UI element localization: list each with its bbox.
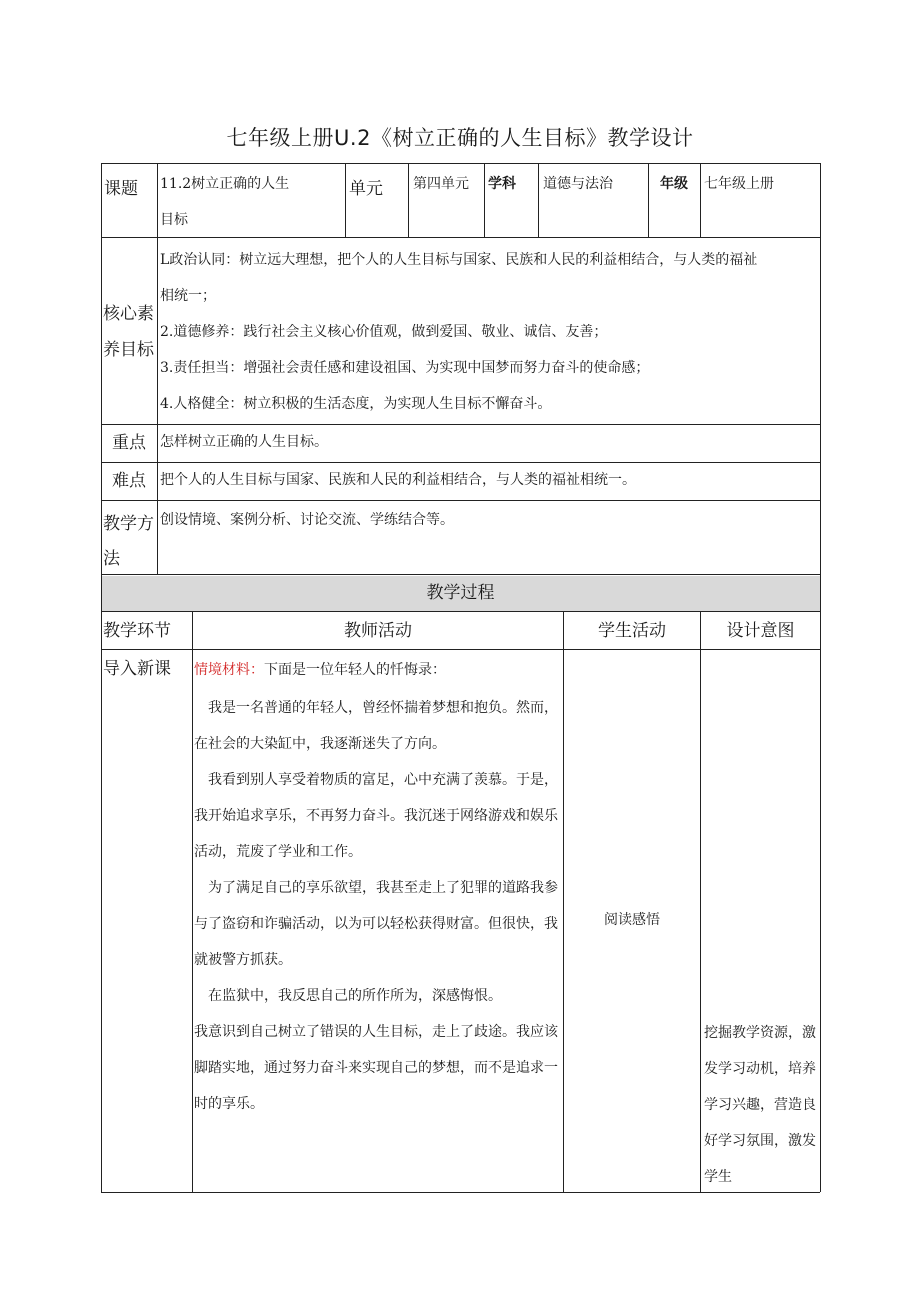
col-stage-header: 教学环节 [103,621,171,641]
page-title: 七年级上册U.2《树立正确的人生目标》教学设计 [226,126,694,150]
story-paragraph-5: 我意识到自己树立了错误的人生目标，走上了歧途。我应该脚踏实地，通过努力奋斗来实现自己的梦想，而不是追求一时的享乐。 [194,1024,558,1112]
design-intent: 挖掘教学资源，激发学习动机，培养学习兴趣，营造良好学习氛围，激发学生 [704,1025,816,1185]
story-paragraph-1: 我是一名普通的年轻人，曾经怀揣着梦想和抱负。然而，在社会的大染缸中，我逐渐迷失了方向。 [194,700,558,752]
material-intro: 下面是一位年轻人的忏悔录： [264,662,446,678]
grade-value: 七年级上册 [704,176,774,192]
method-label-line2: 法 [103,549,120,569]
intro-stage: 导入新课 [103,659,171,679]
subject-value: 道德与法治 [543,176,613,192]
goal-item-1-line1: L政治认同：树立远大理想，把个人的人生目标与国家、民族和人民的利益相结合，与人类的福祉 [160,252,758,268]
grade-label: 年级 [660,176,688,192]
difficulty-text: 把个人的人生目标与国家、民族和人民的利益相结合，与人类的福祉相统一。 [160,472,636,488]
goal-item-4: 4.人格健全：树立积极的生活态度，为实现人生目标不懈奋斗。 [160,396,552,412]
unit-value: 第四单元 [413,176,469,192]
col-student-header: 学生活动 [598,621,666,641]
col-teacher-header: 教师活动 [344,621,412,641]
topic-line2: 目标 [160,212,188,228]
unit-label: 单元 [349,179,383,199]
col-intent-header: 设计意图 [726,621,795,641]
goal-item-1-line2: 相统一； [160,288,216,304]
goal-item-3: 3.责任担当：增强社会责任感和建设祖国、为实现中国梦而努力奋斗的使命感； [160,360,650,376]
topic-label: 课题 [104,179,138,199]
goals-label-line2: 养目标 [103,340,154,360]
goals-label-line1: 核心素 [103,304,154,324]
story-paragraph-2: 我看到别人享受着物质的富足，心中充满了羡慕。于是，我开始追求享乐，不再努力奋斗。我沉迷于网络游戏和娱乐活动，荒废了学业和工作。 [194,772,558,860]
material-line [194,652,446,688]
method-text: 创设情境、案例分析、讨论交流、学练结合等。 [160,512,454,528]
student-activity: 阅读感悟 [604,912,660,928]
key-point-label: 重点 [112,433,146,453]
topic-line1: 11.2树立正确的人生 [160,176,290,192]
difficulty-label: 难点 [112,471,146,491]
key-point-text: 怎样树立正确的人生目标。 [160,434,328,450]
story-paragraph-4: 在监狱中，我反思自己的所作所为，深感悔恨。 [208,988,502,1004]
subject-label: 学科 [488,176,516,192]
goal-item-2: 2.道德修养：践行社会主义核心价值观，做到爱国、敬业、诚信、友善； [160,324,608,340]
story-paragraph-3: 为了满足自己的享乐欲望，我甚至走上了犯罪的道路我参与了盗窃和诈骗活动，以为可以轻松获得财富。但很快，我就被警方抓获。 [194,880,558,968]
material-label: 情境材料： [194,662,264,678]
method-label-line1: 教学方 [103,514,154,534]
process-title: 教学过程 [426,583,495,603]
